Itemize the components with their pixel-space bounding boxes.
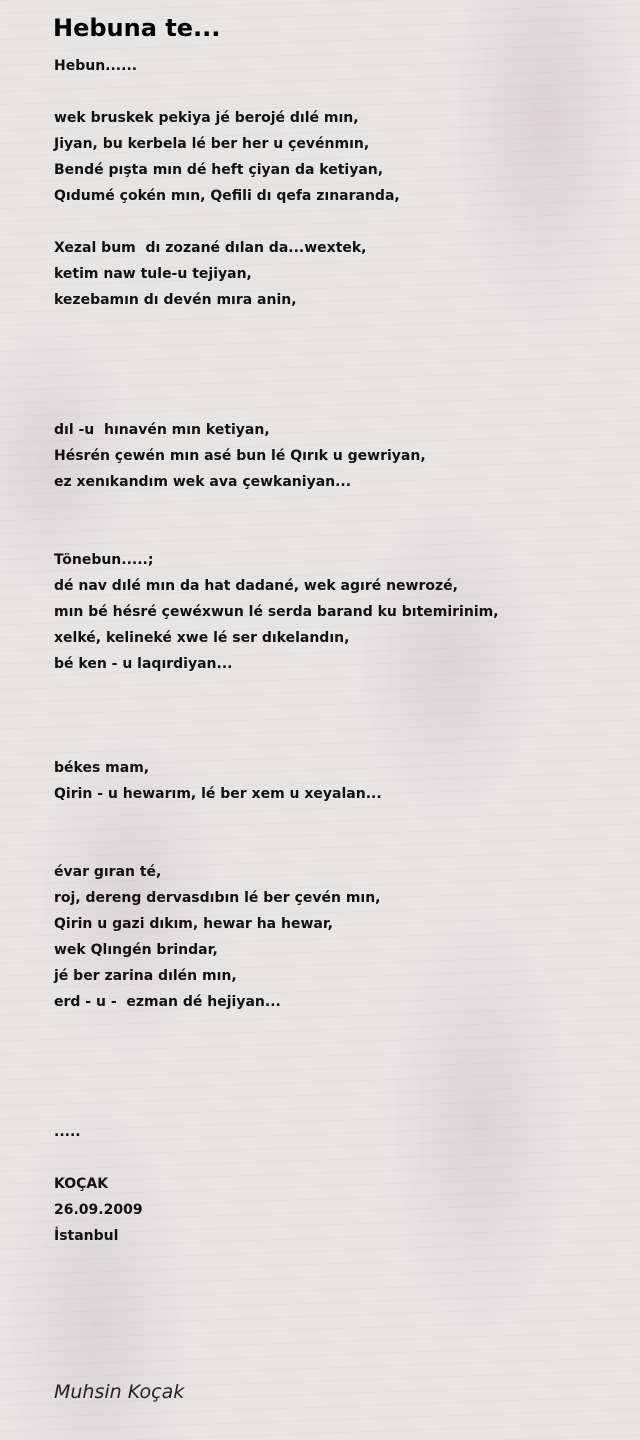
poem-line: Jiyan, bu kerbela lé ber her u çevénmın, <box>54 136 370 152</box>
poem-line: KOÇAK <box>54 1176 109 1192</box>
poem-line: wek bruskek pekiya jé berojé dılé mın, <box>54 110 359 126</box>
poem-line <box>54 313 624 339</box>
poem-line: Hebun...... <box>54 58 138 74</box>
poem-line: ..... <box>54 1124 81 1140</box>
poem-line <box>54 495 624 521</box>
poem-line <box>54 365 624 391</box>
poem-line <box>54 1015 624 1041</box>
poem-line: Qıdumé çokén mın, Qefili dı qefa zınaranda, <box>54 188 400 204</box>
poem-line <box>54 209 624 235</box>
poem-line <box>54 339 624 365</box>
poem-line: dé nav dılé mın da hat dadané, wek agıré newrozé, <box>54 578 458 594</box>
poem-line: wek Qlıngén brindar, <box>54 942 218 958</box>
poem-line <box>54 677 624 703</box>
poem-line <box>54 833 624 859</box>
poem-line: dıl -u hınavén mın ketiyan, <box>54 422 270 438</box>
poem-line <box>54 521 624 547</box>
poem-line: Hésrén çewén mın asé bun lé Qırık u gewriyan, <box>54 448 426 464</box>
poem-line: évar gıran té, <box>54 864 162 880</box>
poem-line <box>54 807 624 833</box>
poem-line: bé ken - u laqırdiyan... <box>54 656 233 672</box>
poem-body <box>54 53 624 1249</box>
poem-line: ez xenıkandım wek ava çewkaniyan... <box>54 474 352 490</box>
poem-line <box>54 703 624 729</box>
page-title: Hebuna te... <box>53 14 221 42</box>
poem-line: Tönebun.....; <box>54 552 154 568</box>
poem-line <box>54 1093 624 1119</box>
poem-line: Xezal bum dı zozané dılan da...wextek, <box>54 240 367 256</box>
poem-line: İstanbul <box>54 1228 119 1244</box>
poem-author[interactable]: Muhsin Koçak <box>54 1381 185 1403</box>
poem-line: Qirin u gazi dıkım, hewar ha hewar, <box>54 916 334 932</box>
poem-line <box>54 1067 624 1093</box>
poem-line <box>54 729 624 755</box>
poem-line: Bendé pışta mın dé heft çiyan da ketiyan, <box>54 162 384 178</box>
poem-line <box>54 1145 624 1171</box>
poem-line <box>54 79 624 105</box>
poem-line: kezebamın dı devén mıra anin, <box>54 292 297 308</box>
poem-line <box>54 1041 624 1067</box>
poem-line: 26.09.2009 <box>54 1202 143 1218</box>
poem-line: Qirin - u hewarım, lé ber xem u xeyalan... <box>54 786 382 802</box>
poem-line: mın bé hésré çewéxwun lé serda barand ku bıtemirinim, <box>54 604 499 620</box>
poem-line: roj, dereng dervasdıbın lé ber çevén mın, <box>54 890 381 906</box>
poem-line: békes mam, <box>54 760 150 776</box>
poem-line: ketim naw tule-u tejiyan, <box>54 266 252 282</box>
poem-line: erd - u - ezman dé hejiyan... <box>54 994 281 1010</box>
poem-line <box>54 391 624 417</box>
poem-line: xelké, kelineké xwe lé ser dıkelandın, <box>54 630 350 646</box>
poem-line: jé ber zarina dılén mın, <box>54 968 237 984</box>
